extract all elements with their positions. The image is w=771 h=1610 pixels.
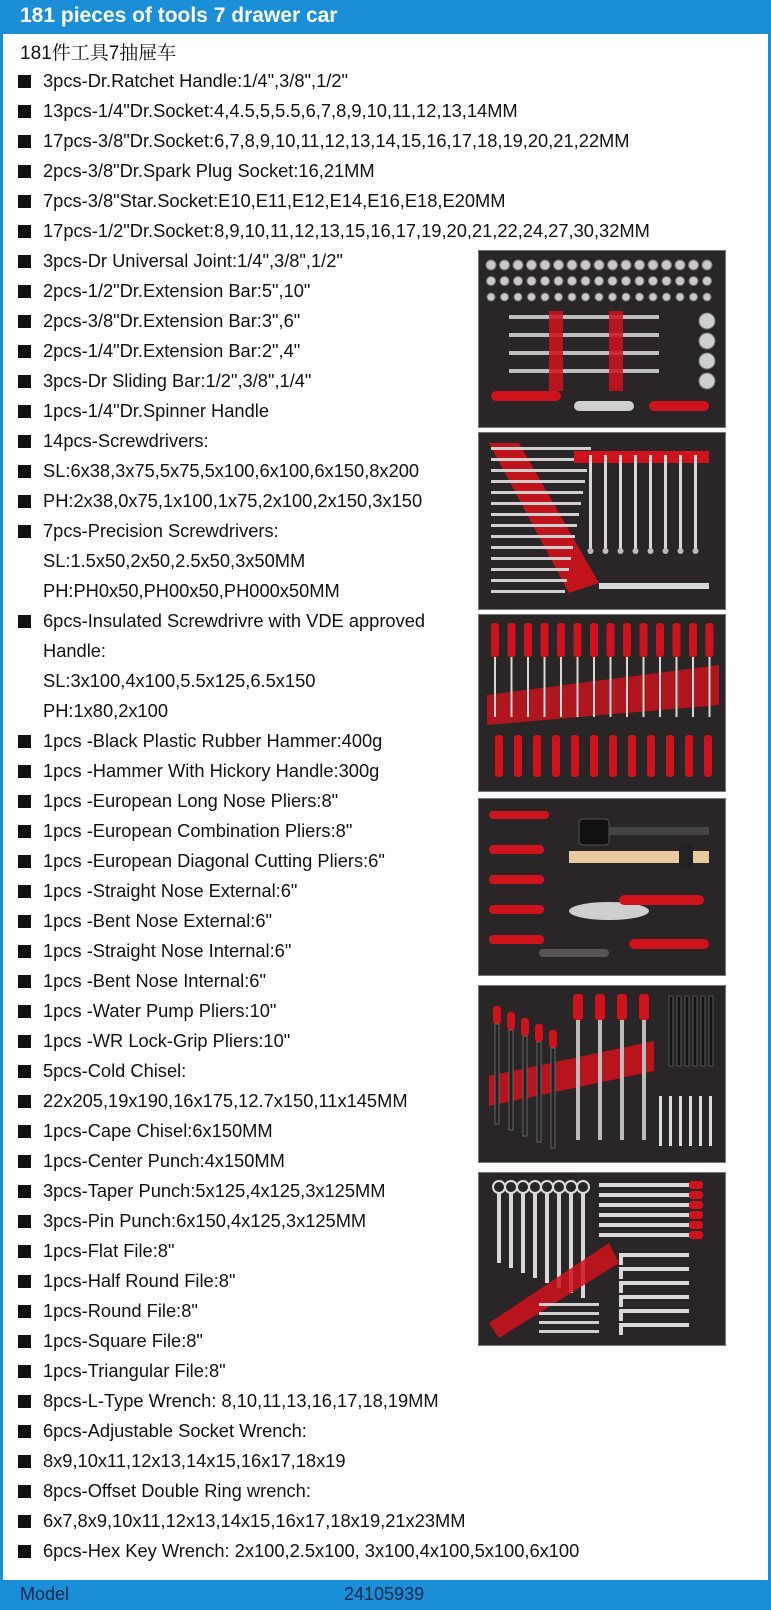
square-bullet-icon <box>18 465 31 478</box>
list-item-text: SL:3x100,4x100,5.5x125,6.5x150 <box>43 670 316 691</box>
list-item <box>18 1506 758 1536</box>
list-item-text: 3pcs-Dr Universal Joint:1/4",3/8",1/2" <box>43 250 343 271</box>
drawer-wrenches-screwdrivers-photo <box>478 432 726 610</box>
drawer-sockets-photo <box>478 250 726 428</box>
list-item-text: 3pcs-Dr.Ratchet Handle:1/4",3/8",1/2" <box>43 70 349 91</box>
list-item-text: 1pcs-1/4"Dr.Spinner Handle <box>43 400 269 421</box>
square-bullet-icon <box>18 1005 31 1018</box>
list-item-text: 2pcs-1/2"Dr.Extension Bar:5",10" <box>43 280 311 301</box>
list-item <box>18 126 758 156</box>
list-item-text: 1pcs -Hammer With Hickory Handle:300g <box>43 760 380 781</box>
list-item-text: 1pcs -Straight Nose External:6" <box>43 880 298 901</box>
list-item-text: 1pcs-Triangular File:8" <box>43 1360 226 1381</box>
list-item-text: 8pcs-L-Type Wrench: 8,10,11,13,16,17,18,19MM <box>43 1390 439 1411</box>
square-bullet-icon <box>18 735 31 748</box>
model-label: Model <box>20 1584 70 1604</box>
square-bullet-icon <box>18 795 31 808</box>
drawer-screwdrivers-photo <box>478 614 726 792</box>
square-bullet-icon <box>18 285 31 298</box>
square-bullet-icon <box>18 1335 31 1348</box>
list-item-text: 7pcs-Precision Screwdrivers: <box>43 520 279 541</box>
list-item-text: 1pcs-Flat File:8" <box>43 1240 175 1261</box>
square-bullet-icon <box>18 345 31 358</box>
list-item <box>18 156 758 186</box>
list-item-text: 14pcs-Screwdrivers: <box>43 430 209 451</box>
square-bullet-icon <box>18 1425 31 1438</box>
list-item-text: 1pcs -Straight Nose Internal:6" <box>43 940 292 961</box>
list-item-text: 1pcs -European Combination Pliers:8" <box>43 820 353 841</box>
list-item-text: 6pcs-Hex Key Wrench: 2x100,2.5x100, 3x100,4x100,5x100,6x100 <box>43 1540 580 1561</box>
list-item-text: PH:PH0x50,PH00x50,PH000x50MM <box>43 580 340 601</box>
square-bullet-icon <box>18 195 31 208</box>
list-item <box>18 1446 758 1476</box>
square-bullet-icon <box>18 1245 31 1258</box>
list-item <box>18 66 758 96</box>
square-bullet-icon <box>18 825 31 838</box>
page-subtitle: 181件工具7抽屉车 <box>20 43 177 64</box>
list-item-text: 6x7,8x9,10x11,12x13,14x15,16x17,18x19,21x23MM <box>43 1510 466 1531</box>
list-item-text: 6pcs-Adjustable Socket Wrench: <box>43 1420 307 1441</box>
list-item <box>18 1416 758 1446</box>
list-item-text: 1pcs-Half Round File:8" <box>43 1270 236 1291</box>
model-number: 24105939 <box>344 1584 425 1604</box>
list-item <box>18 1536 758 1566</box>
square-bullet-icon <box>18 1455 31 1468</box>
square-bullet-icon <box>18 225 31 238</box>
list-item <box>18 1386 758 1416</box>
square-bullet-icon <box>18 1365 31 1378</box>
square-bullet-icon <box>18 1095 31 1108</box>
list-item <box>18 96 758 126</box>
list-item-text: 7pcs-3/8"Star.Socket:E10,E11,E12,E14,E16,E18,E20MM <box>43 190 506 211</box>
list-item <box>18 1476 758 1506</box>
square-bullet-icon <box>18 1515 31 1528</box>
square-bullet-icon <box>18 1545 31 1558</box>
list-item-text: 22x205,19x190,16x175,12.7x150,11x145MM <box>43 1090 408 1111</box>
list-item-text: 2pcs-3/8"Dr.Extension Bar:3",6" <box>43 310 301 331</box>
square-bullet-icon <box>18 1155 31 1168</box>
list-item-text: 5pcs-Cold Chisel: <box>43 1060 187 1081</box>
square-bullet-icon <box>18 375 31 388</box>
list-item-text: 2pcs-3/8"Dr.Spark Plug Socket:16,21MM <box>43 160 375 181</box>
list-item-text: Handle: <box>43 640 107 661</box>
list-item-text: 1pcs-Center Punch:4x150MM <box>43 1150 285 1171</box>
footer-bar <box>0 1580 771 1610</box>
square-bullet-icon <box>18 765 31 778</box>
square-bullet-icon <box>18 1065 31 1078</box>
list-item-text: 1pcs -European Diagonal Cutting Pliers:6" <box>43 850 385 871</box>
list-item-text: 1pcs -WR Lock-Grip Pliers:10" <box>43 1030 291 1051</box>
square-bullet-icon <box>18 135 31 148</box>
square-bullet-icon <box>18 255 31 268</box>
list-item-text: SL:1.5x50,2x50,2.5x50,3x50MM <box>43 550 306 571</box>
square-bullet-icon <box>18 1035 31 1048</box>
list-item-text: 17pcs-3/8"Dr.Socket:6,7,8,9,10,11,12,13,14,15,16,17,18,19,20,21,22MM <box>43 130 630 151</box>
list-item-text: PH:1x80,2x100 <box>43 700 169 721</box>
list-item-text: PH:2x38,0x75,1x100,1x75,2x100,2x150,3x150 <box>43 490 423 511</box>
list-item <box>18 1356 758 1386</box>
square-bullet-icon <box>18 855 31 868</box>
square-bullet-icon <box>18 75 31 88</box>
list-item-text: 2pcs-1/4"Dr.Extension Bar:2",4" <box>43 340 301 361</box>
list-item <box>18 186 758 216</box>
square-bullet-icon <box>18 1125 31 1138</box>
square-bullet-icon <box>18 1485 31 1498</box>
square-bullet-icon <box>18 1395 31 1408</box>
list-item-text: 13pcs-1/4"Dr.Socket:4,4.5,5,5.5,6,7,8,9,10,11,12,13,14MM <box>43 100 518 121</box>
square-bullet-icon <box>18 495 31 508</box>
square-bullet-icon <box>18 615 31 628</box>
square-bullet-icon <box>18 1305 31 1318</box>
square-bullet-icon <box>18 915 31 928</box>
square-bullet-icon <box>18 165 31 178</box>
list-item-text: 3pcs-Taper Punch:5x125,4x125,3x125MM <box>43 1180 386 1201</box>
list-item-text: 1pcs -European Long Nose Pliers:8" <box>43 790 339 811</box>
square-bullet-icon <box>18 1275 31 1288</box>
square-bullet-icon <box>18 315 31 328</box>
square-bullet-icon <box>18 1215 31 1228</box>
square-bullet-icon <box>18 885 31 898</box>
list-item-text: 1pcs-Cape Chisel:6x150MM <box>43 1120 273 1141</box>
list-item-text: 8pcs-Offset Double Ring wrench: <box>43 1480 311 1501</box>
square-bullet-icon <box>18 945 31 958</box>
list-item-text: 1pcs -Bent Nose Internal:6" <box>43 970 266 991</box>
header-bar <box>0 0 771 34</box>
drawer-chisels-files-photo <box>478 985 726 1163</box>
page-title: 181 pieces of tools 7 drawer car <box>20 4 338 27</box>
square-bullet-icon <box>18 405 31 418</box>
list-item-text: SL:6x38,3x75,5x75,5x100,6x100,6x150,8x200 <box>43 460 420 481</box>
list-item-text: 1pcs -Bent Nose External:6" <box>43 910 273 931</box>
list-item-text: 3pcs-Pin Punch:6x150,4x125,3x125MM <box>43 1210 367 1231</box>
list-item <box>18 216 758 246</box>
square-bullet-icon <box>18 435 31 448</box>
square-bullet-icon <box>18 975 31 988</box>
list-item-text: 6pcs-Insulated Screwdrivre with VDE approved <box>43 610 426 631</box>
square-bullet-icon <box>18 1185 31 1198</box>
list-item-text: 1pcs -Water Pump Pliers:10" <box>43 1000 277 1021</box>
list-item-text: 17pcs-1/2"Dr.Socket:8,9,10,11,12,13,15,16,17,19,20,21,22,24,27,30,32MM <box>43 220 650 241</box>
list-item-text: 3pcs-Dr Sliding Bar:1/2",3/8",1/4" <box>43 370 312 391</box>
drawer-ring-l-wrenches-photo <box>478 1172 726 1346</box>
drawer-pliers-hammers-photo <box>478 798 726 976</box>
list-item-text: 1pcs-Square File:8" <box>43 1330 203 1351</box>
square-bullet-icon <box>18 525 31 538</box>
square-bullet-icon <box>18 105 31 118</box>
list-item-text: 8x9,10x11,12x13,14x15,16x17,18x19 <box>43 1450 346 1471</box>
list-item-text: 1pcs -Black Plastic Rubber Hammer:400g <box>43 730 383 751</box>
list-item-text: 1pcs-Round File:8" <box>43 1300 198 1321</box>
